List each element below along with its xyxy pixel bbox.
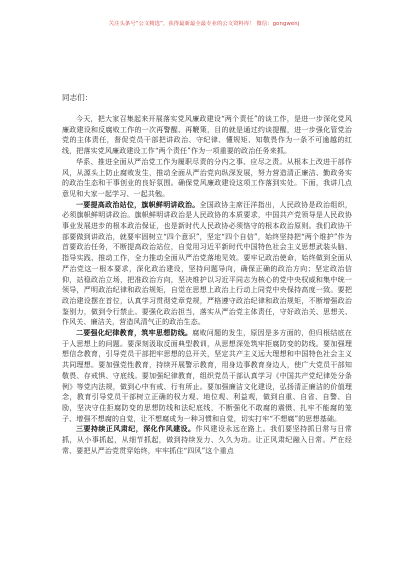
paragraph-2-text: 华系、推进全面从严治党工作为履职尽责的分内之事、应尽之责。从根本上改进干部作风，从源头上防止腐败发生，推动全面从严治党向纵深发展，努力营造清正廉洁、勤政务实的政治生态和干事创业的良好氛围。确保党风廉政建设这项工作落到实处。下面，我讲几点意见和大家一起学习、一起共勉。 [62, 157, 352, 198]
paragraph-1-text: 今天，把大家召集起来开展落实党风廉政建设“两个责任”的谈工作，是进一步深化党风廉政建设和反腐败工作的一次再警醒、再鞭策，目的就是通过约谈提醒，进一步强化管党治党的主体责任，督促党员干部把讲政治、守纪律、懂规矩、知敬畏作为一条不可逾越的红线，把落实党风廉政建设工作“两个责任”作为一项重要的政治任务来抓。 [62, 115, 352, 156]
paragraph-5-text: 作风建设永远在路上。我们要坚持抓日常与日常抓，从小事抓起，从细节抓起，做到持续发力、久久为功。让正风肃纪融入日常。严在经常、要把从严治党贯穿始终，牢牢抓住“四风”这个重点 [62, 425, 352, 455]
paragraph-2 [62, 157, 352, 200]
paragraph-3 [62, 200, 352, 328]
paragraph-1 [62, 114, 352, 157]
paragraph-4-heading: 二要强化纪律教育，筑牢思想防线。 [76, 328, 193, 338]
salutation: 同志们： [62, 93, 93, 102]
paragraph-4 [62, 328, 352, 424]
paragraph-5 [62, 424, 352, 456]
paragraph-3-heading: 一要提高政治站位，旗帜鲜明讲政治。 [76, 199, 200, 209]
document-body [62, 92, 352, 457]
paragraph-3-text: 全国政协主席汪洋指出，人民政协是政治组织，必须旗帜鲜明讲政治。旗帜鲜明讲政治是人民政协的本质要求，中国共产党领导是人民政协事业发展进步的根本政治保证，也是新时代人民政协必须恪守的根本政治原则。我们政协干部要做到讲政治，就要牢固树立“四个意识”，坚定“四个自信”，始终坚持把“两个维护”作为首要政治任务，不断提高政治站位，自觉用习近平新时代中国特色社会主义思想武装头脑、指导实践、推动工作，全力推动全面从严治党落地见效。要牢记政治使命，始终做到全面从严治党这一根本要求，深化政治建设，坚持问题导向，确保正确的政治方向；坚定政治信仰，站稳政治立场，把准政治方向，坚决维护以习近平同志为核心的党中央权威和集中统一领导，严明政治纪律和政治规矩，自觉在思想上政治上行动上同党中央保持高度一致。要把政治建设摆在首位，认真学习贯彻党章党规，严格遵守政治纪律和政治规矩，不断增强政治鉴别力，做到令行禁止。要强化政治担当，落实从严治党主体责任，守好政治关、思想关、作风关、廉洁关，营造风清气正的政治生态。 [62, 200, 352, 327]
paragraph-5-heading: 三要持续正风肃纪，深化作风建设。 [76, 424, 196, 434]
header-note: 关注头条号“公文精选”，获得最新最全最专业的公文资料库！ 微信：gongwenj [108, 21, 300, 27]
paragraph-4-text: 腐败问题的发生，原因是多方面的，但归根结底在于人思想上的问题。要深刻汲取反面典型教训，从思想深处筑牢拒腐防变的防线。要加强理想信念教育，引导党员干部把牢思想的总开关，坚定共产主义远大理想和中国特色社会主义共同理想。要加强党性教育，持续开展警示教育，用身边事教育身边人，使广大党员干部知敬畏、存戒惧、守底线。要加强纪律教育，组织党员干部认真学习《中国共产党纪律处分条例》等党内法规，做到心中有戒、行有所止。要加强廉洁文化建设，弘扬清正廉洁的价值理念，教育引导党员干部树立正确的权力观、地位观、利益观，做到自重、自省、自警、自励，坚决守住拒腐防变的思想防线和法纪底线，不断强化不敢腐的震慑、扎牢不能腐的笼子、增强不想腐的自觉，让不想腐成为一种习惯和自觉，切实打牢“不想腐”的思想基础。 [62, 329, 352, 423]
